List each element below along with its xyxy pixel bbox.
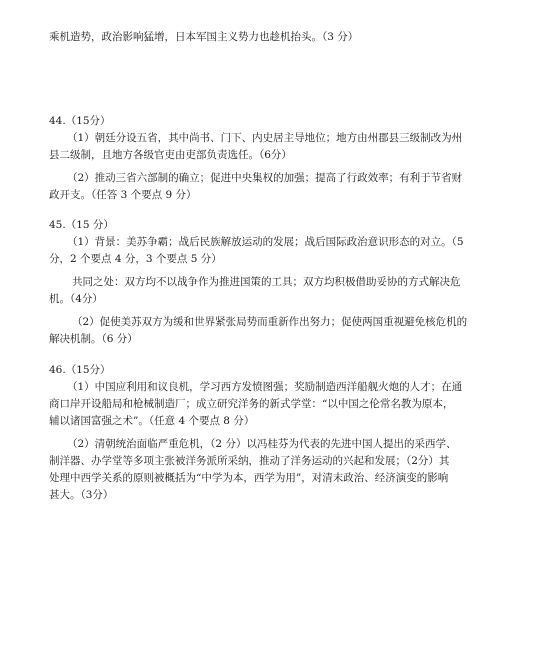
q45-part1-line2: 分，2 个要点 4 分，3 个要点 5 分）: [49, 253, 222, 265]
q44-part2-line2: 政开支。（任答 3 个要点 9 分）: [49, 189, 197, 201]
q45-common-line2: 机。（4分）: [49, 293, 103, 305]
q46-heading: 46.（15分）: [49, 364, 111, 376]
q44-part1-line1: （1）朝廷分设五省，其中尚书、门下、内史居主导地位；地方由州郡县三级制改为州: [67, 132, 463, 144]
q46-part2-line1: （2）清朝统治面临严重危机，（2 分）以冯桂芬为代表的先进中国人提出的采西学、: [67, 438, 457, 450]
q45-part2-line2: 解决机制。（6 分）: [49, 333, 138, 345]
q46-part1-line2: 商口岸开设船局和枪械制造厂；成立研究洋务的新式学堂：“以中国之伦常名教为原本，: [49, 398, 454, 410]
q44-heading: 44.（15分）: [49, 115, 111, 127]
q45-heading: 45.（15 分）: [49, 219, 114, 231]
q46-part2-line2: 制洋器、办学堂等多项主张被洋务派所采纳，推动了洋务运动的兴起和发展；（2分）其: [49, 455, 450, 467]
q46-part1-line3: 辅以诸国富强之术”。（任意 4 个要点 8 分）: [49, 415, 255, 427]
q46-part1-line1: （1）中国应利用和议良机，学习西方发愤图强；奖励制造西洋船舰火炮的人才；在通: [67, 381, 463, 393]
q45-common-line1: 共同之处：双方均不以战争作为推进国策的工具；双方均积极借助妥协的方式解决危: [72, 276, 461, 288]
q44-part1-line2: 县二级制，且地方各级官吏由吏部负责选任。（6分）: [49, 149, 292, 161]
q44-part2-line1: （2）推动三省六部制的确立；促进中央集权的加强；提高了行政效率；有利于节省财: [67, 172, 463, 184]
q45-part2-line1: （2）促使美苏双方为缓和世界紧张局势而重新作出努力；促使两国重视避免核危机的: [72, 316, 468, 328]
continued-text-line: 乘机造势，政治影响猛增，日本军国主义势力也趁机抬头。（3 分）: [49, 31, 359, 43]
q46-part2-line4: 甚大。（3分）: [49, 489, 114, 501]
q46-part2-line3: 处理中西学关系的原则被概括为“中学为本，西学为用”，对清末政治、经济演变的影响: [49, 472, 449, 484]
q45-part1-line1: （1）背景：美苏争霸；战后民族解放运动的发展；战后国际政治意识形态的对立。（5: [67, 236, 464, 248]
